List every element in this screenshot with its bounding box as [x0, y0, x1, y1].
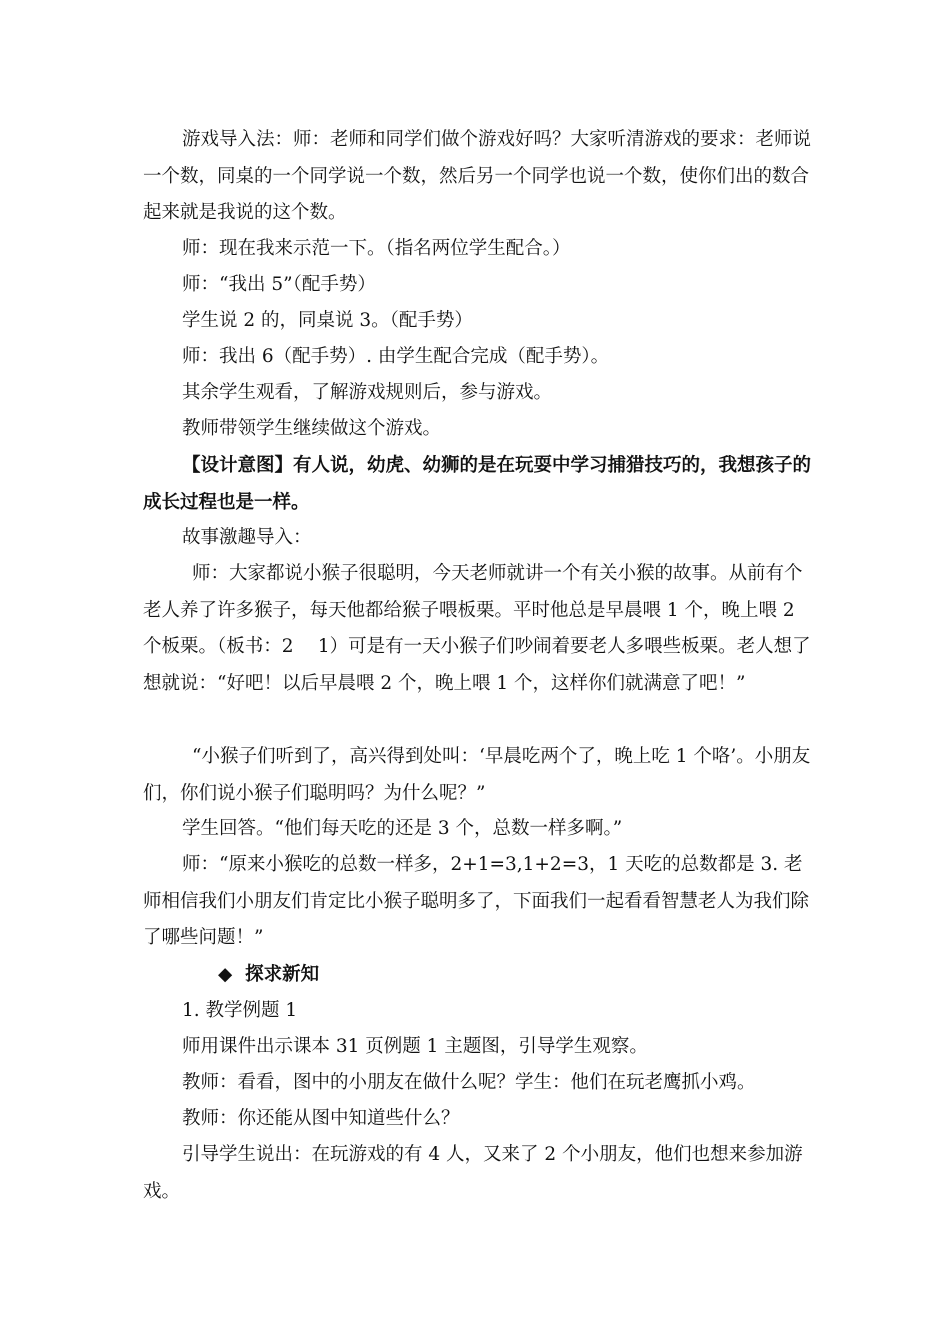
paragraph-courseware: 师用课件出示课本 31 页例题 1 主题图，引导学生观察。 [182, 1036, 648, 1057]
paragraph-demo: 师：现在我来示范一下。（指名两位学生配合。） [182, 238, 571, 259]
paragraph-monkeys-heard: “小猴子们听到了，高兴得到处叫：‘早晨吃两个了，晚上吃 1 个咯’。小朋友们，你们说小猴子们聪明吗？为什么呢？” [143, 746, 811, 804]
paragraph-continue-game: 教师带领学生继续做这个游戏。 [182, 418, 442, 439]
paragraph-student-answer: 学生回答。“他们每天吃的还是 3 个，总数一样多啊。” [182, 818, 623, 839]
diamond-bullet-icon: ◆ [218, 964, 233, 985]
paragraph-game-intro: 游戏导入法：师：老师和同学们做个游戏好吗？大家听清游戏的要求：老师说一个数，同桌的一个同学说一个数，然后另一个同学也说一个数，使你们出的数合起来就是我说的这个数。 [143, 129, 812, 223]
paragraph-others-watch: 其余学生观看，了解游戏规则后，参与游戏。 [182, 382, 553, 403]
paragraph-teacher-look: 教师：看看，图中的小朋友在做什么呢？学生：他们在玩老鹰抓小鸡。 [182, 1072, 756, 1093]
paragraph-teacher-five: 师：“我出 5”（配手势） [182, 274, 376, 295]
paragraph-teacher-ask: 教师：你还能从图中知道些什么？ [182, 1108, 460, 1129]
section-heading-text: 探求新知 [245, 964, 320, 985]
paragraph-student-two: 学生说 2 的，同桌说 3。（配手势） [182, 310, 473, 331]
paragraph-guide-students: 引导学生说出：在玩游戏的有 4 人，又来了 2 个小朋友，他们也想来参加游戏。 [143, 1144, 803, 1202]
paragraph-teacher-six: 师：我出 6（配手势）. 由学生配合完成（配手势）。 [182, 346, 610, 367]
paragraph-teacher-total: 师：“原来小猴吃的总数一样多，2+1=3,1+2=3，1 天吃的总数都是 3. 老师相信我们小朋友们肯定比小猴子聪明多了，下面我们一起看看智慧老人为我们除了哪些问题！” [143, 854, 810, 948]
paragraph-monkey-story: 师：大家都说小猴子很聪明，今天老师就讲一个有关小猴的故事。从前有个老人养了许多猴子，每天他都给猴子喂板栗。平时他总是早晨喂 1 个，晚上喂 2 个板栗。（板书：2 1）可是有一天小猴子们吵闹着要老人多喂些板栗。老人想了想就说：“好吧！以后早晨喂 2 个，晚上喂 1 个，这样你们就满意了吧！” [143, 563, 811, 694]
paragraph-story-intro: 故事激趣导入： [182, 527, 312, 548]
section-heading [218, 957, 319, 994]
paragraph-example-1: 1. 教学例题 1 [182, 1000, 298, 1021]
paragraph-design-intent: 【设计意图】有人说，幼虎、幼狮的是在玩耍中学习捕猎技巧的，我想孩子的成长过程也是一样。 [143, 455, 812, 513]
